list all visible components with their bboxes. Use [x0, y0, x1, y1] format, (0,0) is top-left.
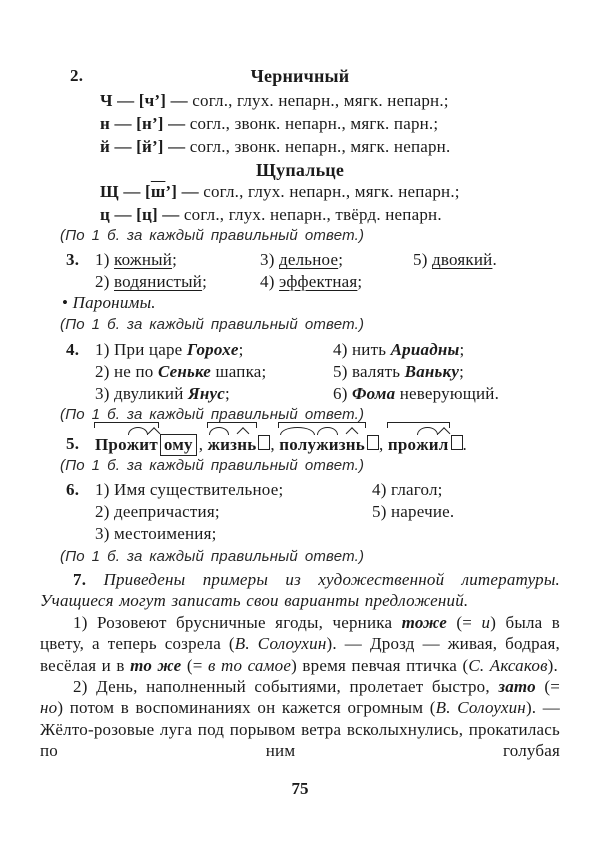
score-note: (По 1 б. за каждый правильный ответ.) [60, 316, 365, 333]
text-segment: Ч — [ч’] — [100, 91, 193, 110]
text-segment: согл., звонк. непарн., мягк. парн.; [189, 114, 439, 133]
text-segment: ц — [ц] — [100, 205, 184, 224]
text-segment: ; [338, 250, 344, 269]
text-segment: 4) нить [333, 340, 391, 359]
task-number-spacer [66, 383, 95, 405]
text-segment: ) время певчая птичка ( [291, 655, 469, 675]
text-segment: Паронимы. [72, 293, 156, 312]
task-7-intro-paragraph [40, 569, 560, 612]
text-segment: В. Солоухин [435, 698, 526, 718]
text-segment: С. Аксаков [468, 655, 548, 675]
morpheme-word [208, 435, 271, 454]
text-segment: 2) деепричастия; [95, 502, 220, 521]
text-segment: 1) [95, 250, 115, 269]
zero-ending-box [258, 435, 270, 450]
answer-row [40, 249, 560, 271]
answer-row [40, 361, 560, 383]
score-note: (По 1 б. за каждый правильный ответ.) [60, 227, 365, 244]
task-number-spacer [66, 501, 95, 523]
morpheme-stem-mark [95, 435, 158, 455]
morpheme-word [95, 435, 199, 454]
text-segment: ) потом в воспоминаниях он кажется огромным ( [57, 698, 436, 718]
answer-cell [95, 249, 260, 271]
text-segment: 3) [260, 250, 280, 269]
text-segment: 3) местоимения; [95, 524, 217, 543]
text-segment: (= [447, 612, 482, 632]
paronyms-line [62, 293, 560, 313]
answer-cell [413, 271, 560, 293]
text-segment: ; [238, 340, 244, 359]
phonetic-line [100, 203, 560, 226]
text-segment: Янус [187, 384, 225, 403]
score-note: (По 1 б. за каждый правильный ответ.) [60, 457, 365, 474]
answer-cell [333, 383, 560, 405]
morpheme-suf-mark: л [438, 435, 449, 454]
text-segment: ) была в цвету, а теперь созрела ( [40, 612, 561, 654]
answer-cell [413, 249, 560, 271]
morpheme-root-mark: жи [207, 435, 231, 454]
score-note: (По 1 б. за каждый правильный ответ.) [60, 406, 365, 423]
text-segment: Фома [352, 384, 396, 403]
text-segment: В. Солоухин [234, 634, 327, 654]
example-paragraph [40, 676, 560, 762]
text-segment: (= [535, 677, 560, 697]
text-segment: эффектная [279, 272, 358, 291]
text-segment: ). [547, 655, 558, 675]
text-segment: дельное [279, 250, 339, 269]
page-number: 75 [291, 779, 309, 798]
morpheme-stem-mark [279, 435, 365, 455]
morpheme-stem-mark [208, 435, 257, 455]
morpheme-plain-mark: про [387, 435, 417, 454]
answer-cell [333, 339, 560, 361]
answer-cell [372, 479, 560, 501]
text-segment: Ваньку [404, 362, 460, 381]
answer-cell [333, 361, 560, 383]
text-segment: ; [357, 272, 363, 291]
morpheme-suf-mark: знь [230, 435, 257, 454]
task-number: 2. [70, 66, 84, 85]
text-segment: двоякий [432, 250, 493, 269]
text-segment: Ариадны [390, 340, 460, 359]
text-segment: согл., глух. непарн., твёрд. непарн. [183, 205, 442, 224]
text-segment: водянистый [114, 272, 203, 291]
text-segment: зато [498, 677, 536, 697]
text-segment: 4) глагол; [372, 480, 443, 499]
answer-row [40, 501, 560, 523]
text-segment: 5) наречие. [372, 502, 455, 521]
phonetic-line [100, 180, 560, 203]
task-number: 6. [66, 480, 80, 499]
text-segment: ; [172, 250, 177, 269]
morpheme-root-mark: жи [416, 435, 439, 454]
text-segment: Приведены примеры из художественной литературы. Учащиеся могут записать свои варианты предложений. [40, 570, 560, 611]
text-segment: 4) [260, 272, 280, 291]
zero-ending-box [367, 435, 379, 450]
phonetic-analysis-block [100, 89, 560, 158]
text-segment: 2) не по [95, 362, 158, 381]
task-number-spacer [66, 271, 95, 293]
morpheme-root-mark: жи [126, 435, 150, 454]
task-number: 3. [66, 250, 80, 269]
text-segment: 7. [73, 570, 104, 589]
text-segment: Горохе [186, 340, 239, 359]
text-segment: шапка; [211, 362, 267, 381]
text-segment: ; [459, 340, 465, 359]
text-segment: 5) валять [333, 362, 405, 381]
word-title: Щупальце [255, 160, 345, 180]
answer-row [40, 383, 560, 405]
answer-row [40, 339, 560, 361]
word-title: Черничный [250, 66, 350, 86]
text-segment: ’] — [165, 182, 204, 201]
morpheme-end-mark: ому [160, 434, 197, 456]
text-segment: 3) двуликий [95, 384, 188, 403]
example-paragraph [40, 612, 560, 676]
morpheme-root-mark: полу [279, 435, 317, 454]
text-segment: н — [н’] — [100, 114, 190, 133]
text-segment: ; [225, 384, 230, 403]
morpheme-plain-mark: Про [95, 435, 127, 454]
morpheme-word [279, 435, 379, 454]
task-number-spacer [66, 361, 95, 383]
answer-row [40, 523, 560, 545]
text-segment: тоже [401, 612, 448, 632]
text-segment: 5) [413, 250, 433, 269]
text-segment: согл., звонк. непарн., мягк. непарн. [189, 137, 451, 156]
text-segment: й — [й’] — [100, 137, 190, 156]
answer-cell [260, 249, 413, 271]
morpheme-words: Прожит ому , жизнь , полужизнь , прожил . [95, 435, 467, 454]
answer-cell [95, 361, 333, 383]
text-segment: но [40, 698, 58, 718]
text-segment: ш [150, 182, 166, 201]
morpheme-word [388, 435, 463, 454]
morpheme-suf-mark: знь [338, 435, 365, 454]
answer-cell [372, 501, 560, 523]
text-segment: 1) При царе [95, 340, 187, 359]
morpheme-analysis-line [40, 426, 560, 456]
answer-row [40, 479, 560, 501]
text-segment: кожный [114, 250, 173, 269]
answer-cell [95, 479, 372, 501]
phonetic-analysis-block [100, 180, 560, 226]
answer-cell [260, 271, 413, 293]
phonetic-line [100, 89, 560, 112]
task-number: 4. [66, 340, 80, 359]
answer-cell [95, 501, 372, 523]
phonetic-line [100, 112, 560, 135]
text-segment: согл., глух. непарн., мягк. непарн.; [192, 91, 449, 110]
text-segment: 6) [333, 384, 353, 403]
answer-cell [95, 271, 260, 293]
task-2-header [40, 66, 560, 86]
text-segment: 1) Имя существительное; [95, 480, 284, 499]
text-segment: 2) День, наполненный событиями, пролетает быстро, [73, 677, 499, 697]
text-segment: ; [202, 272, 208, 291]
text-segment: ). — Жёлто-розовые луга под порывом ветра всколыхнулись, прокатилась по ним голубая [40, 698, 560, 761]
task-number-spacer [66, 523, 95, 545]
text-segment: в то самое [207, 655, 292, 675]
text-segment: неверующий. [395, 384, 500, 403]
answer-cell [95, 523, 372, 545]
text-segment: то же [130, 655, 182, 675]
text-segment: 2) [95, 272, 115, 291]
morpheme-suf-mark: т [149, 435, 158, 454]
text-segment: 1) Розовеют брусничные ягоды, черника [73, 612, 402, 632]
answer-cell [95, 383, 333, 405]
text-segment: согл., глух. непарн., мягк. непарн.; [203, 182, 460, 201]
text-segment: Щ — [ [100, 182, 151, 201]
morpheme-root-mark: жи [316, 435, 339, 454]
text-segment: . [492, 250, 497, 269]
text-segment: ; [459, 362, 465, 381]
score-note: (По 1 б. за каждый правильный ответ.) [60, 548, 365, 565]
phonetic-line [100, 135, 560, 158]
task-number: 5. [66, 434, 80, 453]
answer-cell [372, 523, 560, 545]
morpheme-stem-mark [388, 435, 449, 455]
text-segment: • [62, 293, 73, 312]
answer-row [40, 271, 560, 293]
page-content [40, 66, 560, 762]
zero-ending-box [451, 435, 463, 450]
text-segment: Сеньке [157, 362, 212, 381]
answer-cell [95, 339, 333, 361]
text-segment: и [481, 612, 491, 632]
text-segment: (= [181, 655, 208, 675]
text-segment: ). — Дрозд — живая, бодрая, весёлая и в [40, 634, 560, 675]
